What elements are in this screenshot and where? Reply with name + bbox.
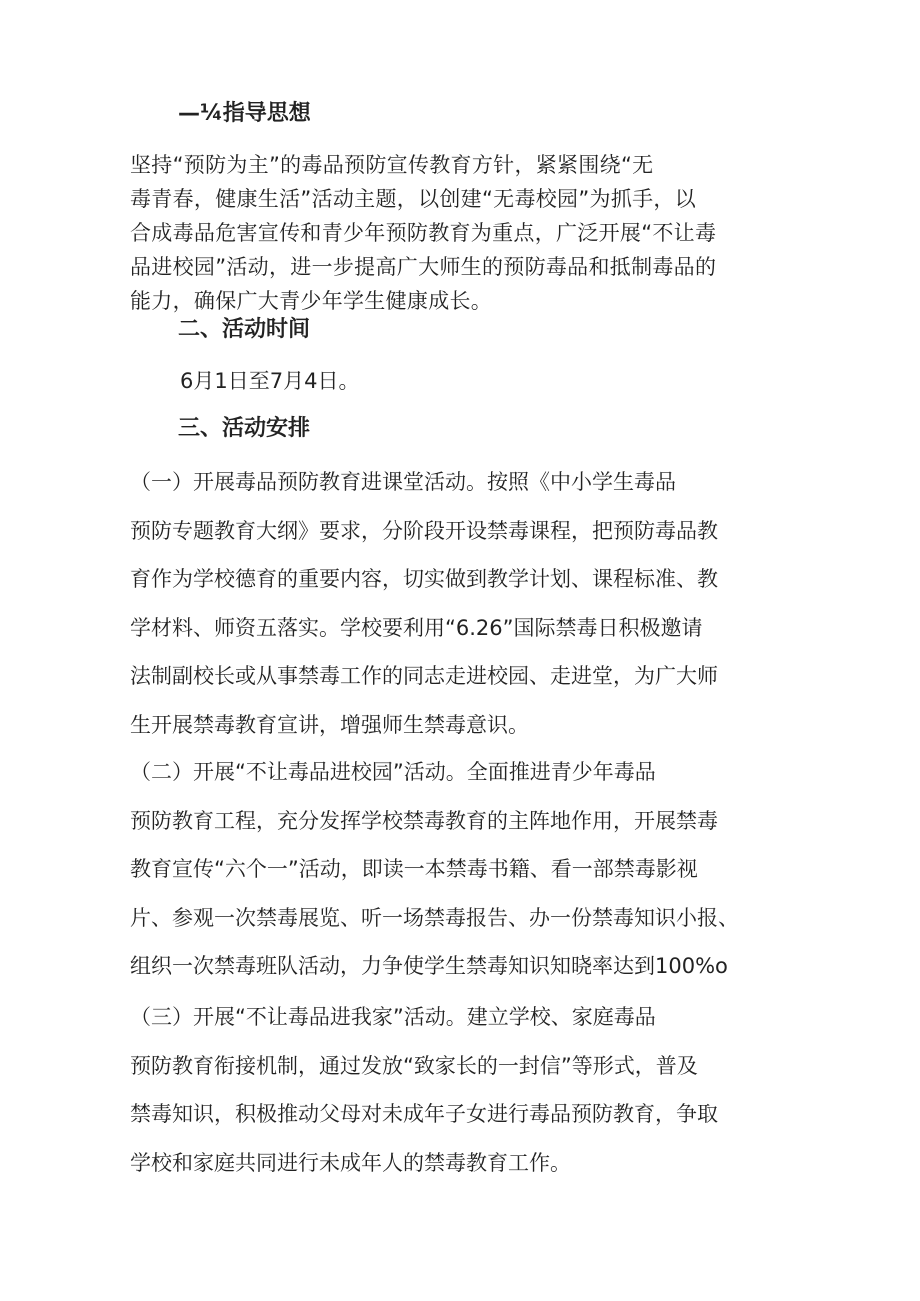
arrangement-item-campus: （二）开展“不让毒品进校园”活动。全面推进青少年毒品 预防教育工程，充分发挥学校禁毒教育的主阵地作用，开展禁毒 教育宣传“六个一”活动，即读一本禁毒书籍、看一部禁毒影视 片、参观一次禁毒展览、听一场禁毒报告、办一份禁毒知识小报、 组织一次禁毒班队活动，力争使学生禁毒知识知晓率达到100%o <box>130 760 739 978</box>
section-heading-activity-arrangement: 三、活动安排 <box>178 416 311 441</box>
arrangement-item-home: （三）开展“不让毒品进我家”活动。建立学校、家庭毒品 预防教育衔接机制，通过发放“致家长的一封信”等形式，普及 禁毒知识，积极推动父母对未成年子女进行毒品预防教育，争取 学校和家庭共同进行未成年人的禁毒教育工作。 <box>130 1005 718 1175</box>
activity-time-paragraph: 6月1日至7月4日。 <box>180 369 360 393</box>
section-heading-activity-time: 二、活动时间 <box>178 317 311 342</box>
arrangement-item-classroom: （一）开展毒品预防教育进课堂活动。按照《中小学生毒品 预防专题教育大纲》要求，分阶段开设禁毒课程，把预防毒品教 育作为学校德育的重要内容，切实做到教学计划、课程标准、教 学材料、师资五落实。学校要利用“6.26”国际禁毒日积极邀请 法制副校长或从事禁毒工作的同志走进校园、走进堂，为广大师 生开展禁毒教育宣讲，增强师生禁毒意识。 <box>130 470 718 737</box>
section-heading-guiding-ideology: —¼指导思想 <box>178 101 311 126</box>
guiding-ideology-paragraph: 坚持“预防为主”的毒品预防宣传教育方针，紧紧围绕“无 毒青春，健康生活”活动主题，以创建“无毒校园”为抓手，以 合成毒品危害宣传和青少年预防教育为重点，广泛开展“不让毒 品进校园”活动，进一步提高广大师生的预防毒品和抵制毒品的 能力，确保广大青少年学生健康成长。 <box>130 153 717 313</box>
